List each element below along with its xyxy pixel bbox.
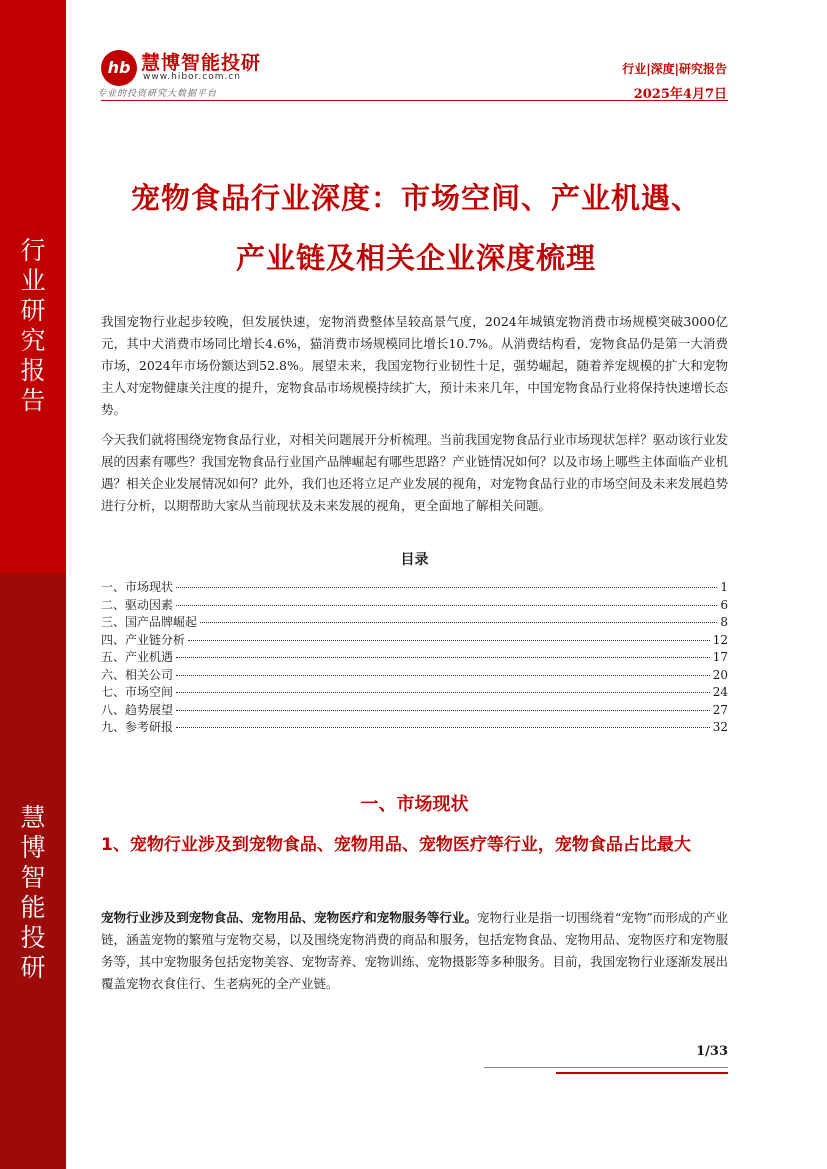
logo-slogan: 专业的投资研究大数据平台 (97, 89, 218, 99)
toc-item[interactable]: 九、参考研报 32 (101, 720, 728, 734)
sidebar-report-label: 行 业 研 究 报 告 (20, 236, 46, 415)
toc-item[interactable]: 六、相关公司 20 (101, 667, 728, 682)
toc-item[interactable]: 八、趋势展望 27 (101, 702, 728, 717)
paragraph-body: 宠物行业是指一切围绕着“宠物”而形成的产业链，涵盖宠物的繁殖与宠物交易，以及围绕宠物消费的商品和服务，包括宠物食品、宠物用品、宠物医疗和宠物服务等，其中宠物服务包括宠物美容、宠物寄养、宠物训练、宠物摄影等多种服务。目前，我国宠物行业逐渐发展出覆盖宠物衣食住行、生老病死的全产业链。 (101, 910, 728, 991)
toc-item[interactable]: 五、产业机遇 17 (101, 650, 728, 664)
footer-divider (484, 1067, 728, 1068)
intro-paragraph-2: 今天我们就将围绕宠物食品行业，对相关问题展开分析梳理。当前我国宠物食品行业市场现状怎样？驱动该行业发展的因素有哪些？我国宠物食品行业国产品牌崛起有哪些思路？产业链情况如何？以及市场上哪些主体面临产业机遇？相关企业发展情况如何？此外，我们也还将立足产业发展的视角，对宠物食品行业的市场空间及未来发展趋势进行分析，以期帮助大家从当前现状及未来发展的视角，更全面地了解相关问题。 (101, 432, 728, 513)
intro-paragraph-1: 我国宠物行业起步较晚，但发展快速，宠物消费整体呈较高景气度，2024年城镇宠物消费市场规模突破3000亿元，其中犬消费市场同比增长4.6%，猫消费市场规模同比增长10.7%。从消费结构看，宠物食品仍是第一大消费市场，2024年市场份额达到52.8%。展望未来，我国宠物行业韧性十足，强势崛起，随着养宠规模的扩大和宠物主人对宠物健康关注度的提升，宠物食品市场规模持续扩大，预计未来几年，中国宠物食品行业将保持快速增长态势。 (101, 314, 728, 417)
logo-mark-icon: hb (101, 50, 137, 86)
title-line-2: 产业链及相关企业深度梳理 (235, 241, 596, 275)
subsection-heading: 1、宠物行业涉及到宠物食品、宠物用品、宠物医疗等行业，宠物食品占比最大 (101, 835, 691, 855)
footer-accent-line (556, 1072, 728, 1074)
brand-logo (97, 48, 271, 99)
section-heading: 一、市场现状 (360, 794, 469, 815)
header-divider (101, 100, 728, 101)
table-of-contents (101, 578, 728, 736)
report-type: 行业|深度|研究报告 (622, 62, 727, 76)
sidebar-brand-label: 慧 博 智 能 投 研 (20, 803, 46, 982)
report-header-meta (622, 60, 727, 102)
report-date: 2025年4月7日 (633, 87, 727, 102)
toc-item[interactable]: 七、市场空间 24 (101, 685, 728, 699)
report-title (96, 168, 736, 288)
left-sidebar (0, 0, 66, 1169)
toc-item[interactable]: 三、国产品牌崛起 8 (101, 615, 728, 629)
title-line-1: 宠物食品行业深度：市场空间、产业机遇、 (130, 181, 701, 215)
logo-name: 慧博智能投研 (141, 52, 262, 74)
toc-item[interactable]: 四、产业链分析 12 (101, 632, 728, 647)
toc-title: 目录 (400, 552, 429, 568)
page-number: 1/33 (696, 1044, 728, 1059)
toc-item[interactable]: 一、市场现状 1 (101, 580, 728, 594)
logo-url: www.hibor.com.cn (143, 72, 242, 82)
toc-item[interactable]: 二、驱动因素 6 (101, 597, 728, 612)
paragraph-lead: 宠物行业涉及到宠物食品、宠物用品、宠物医疗和宠物服务等行业。 (101, 910, 478, 925)
section-paragraph (101, 907, 728, 995)
